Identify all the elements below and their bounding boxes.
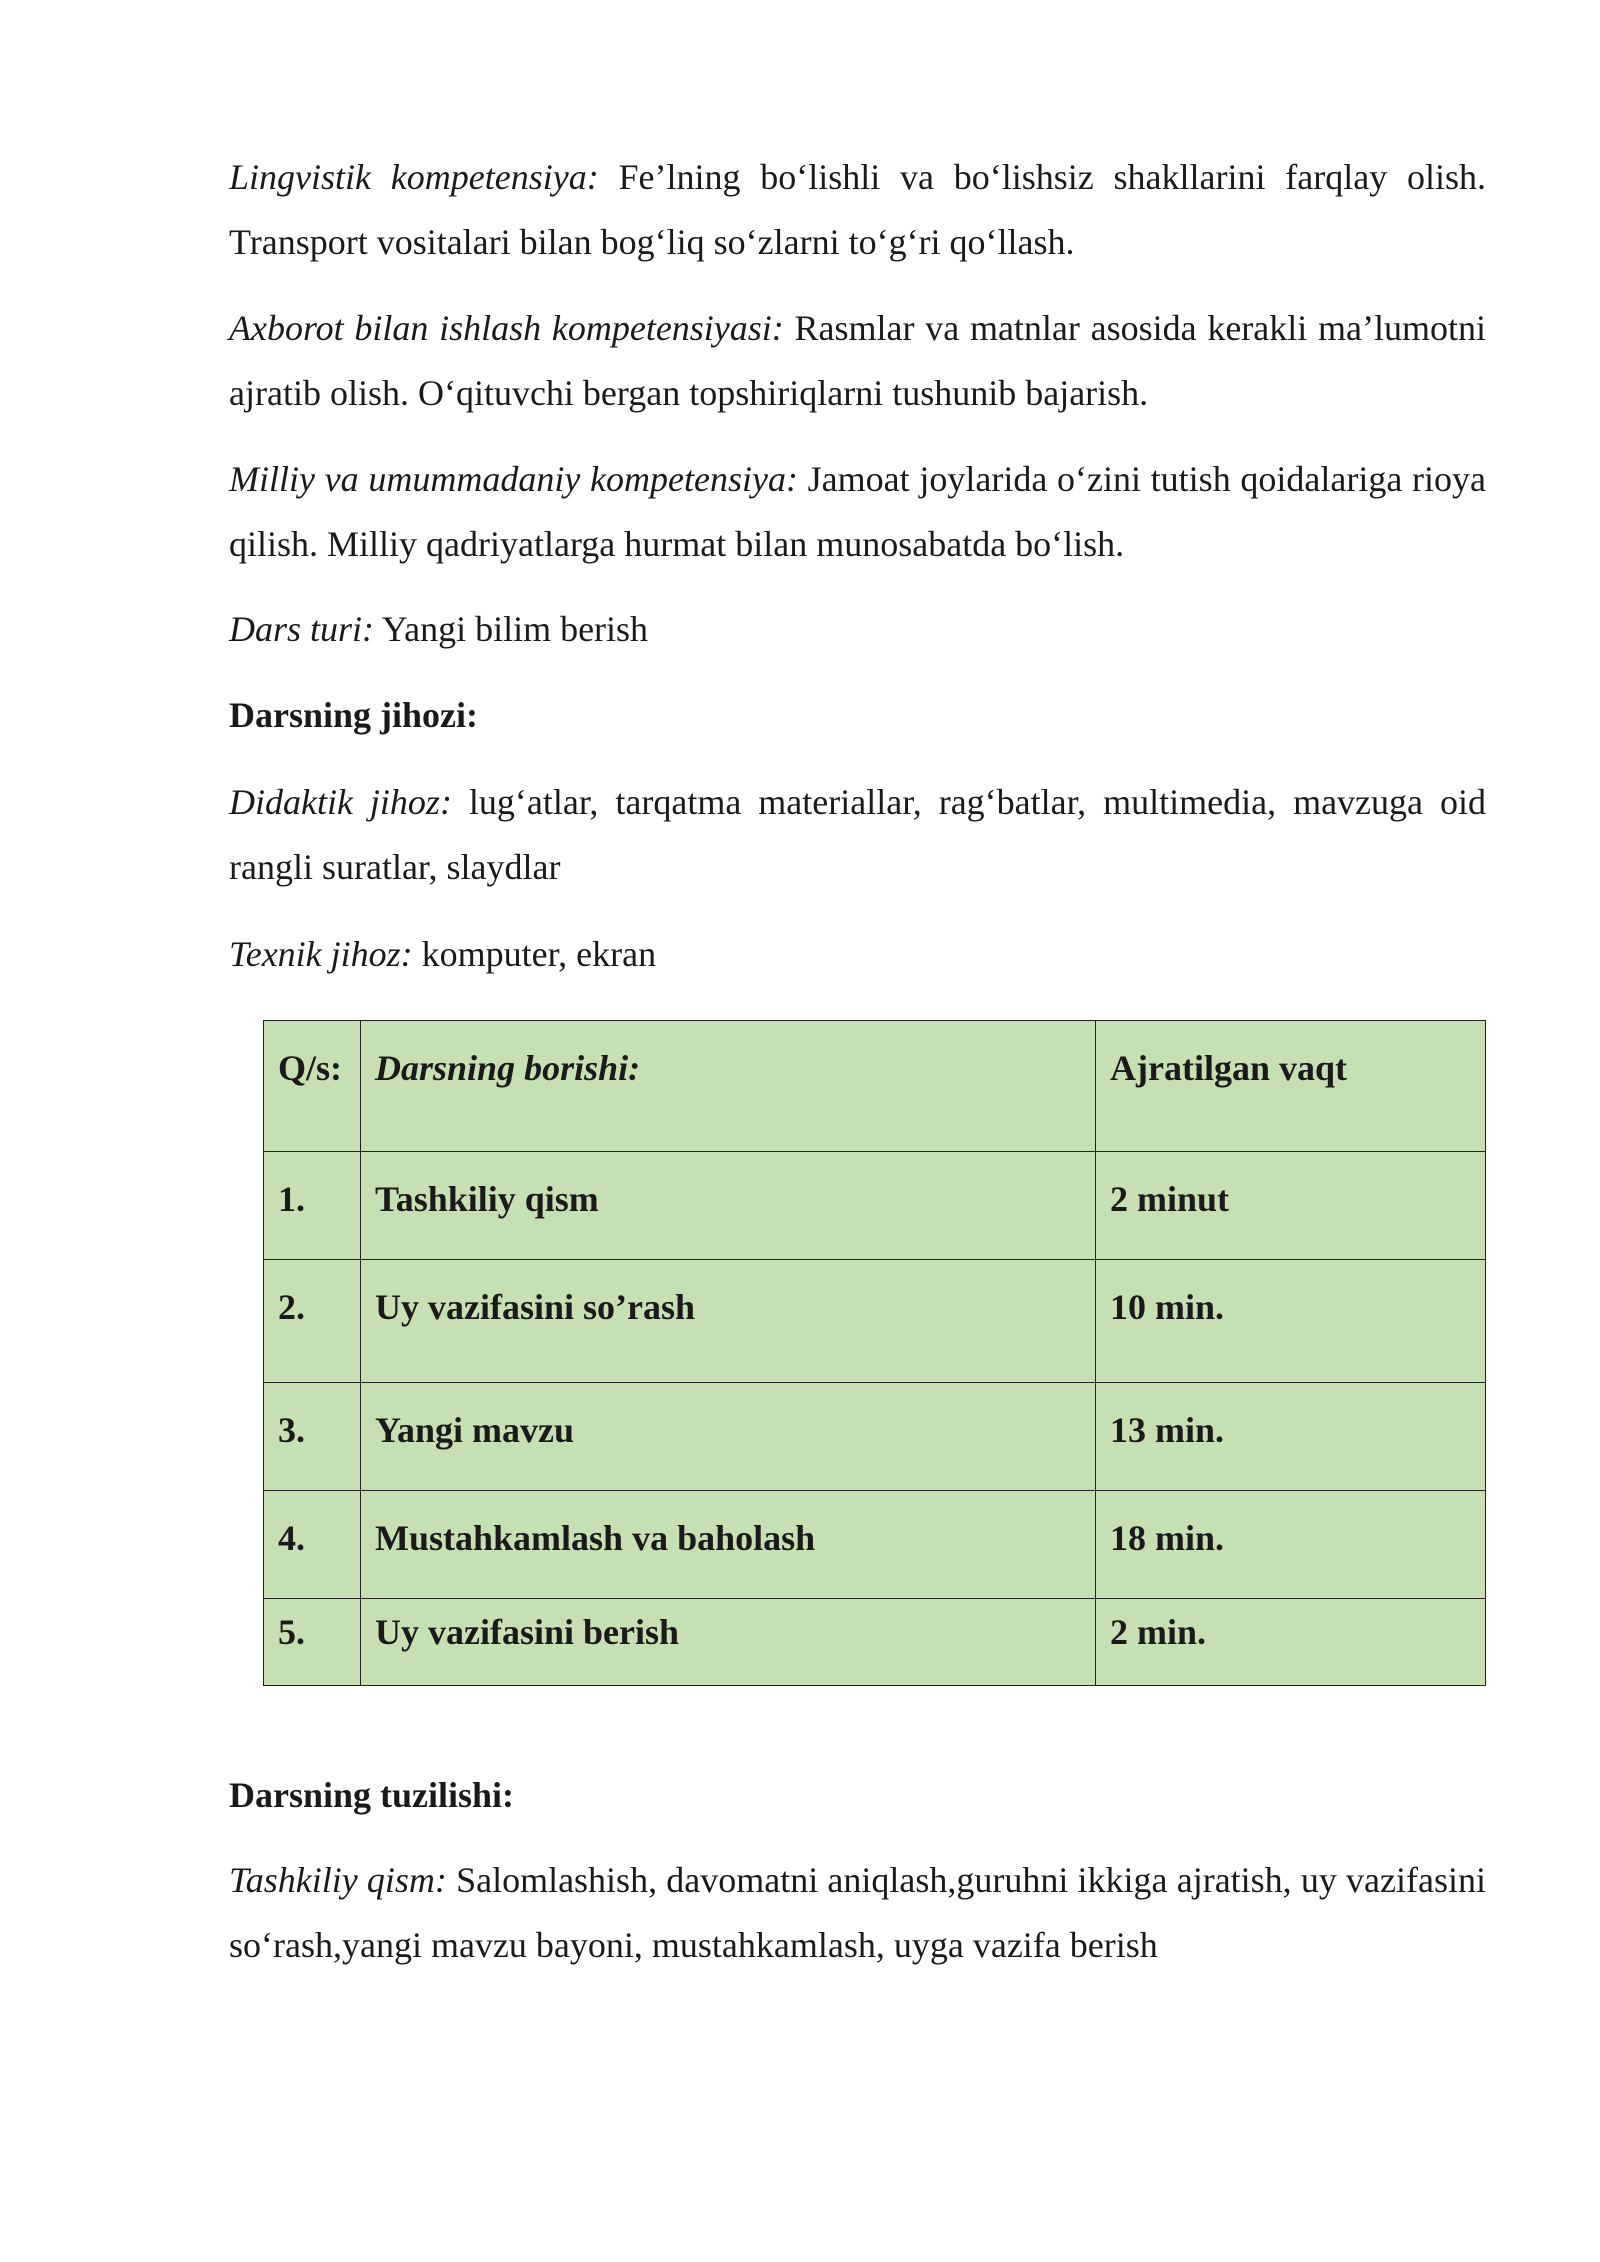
row-time: 2 minut [1096, 1152, 1486, 1260]
row-number: 5. [264, 1599, 361, 1686]
lesson-plan-table [263, 1020, 1486, 1686]
table-row [264, 1383, 1486, 1491]
milliy-paragraph [229, 447, 1486, 577]
row-number: 1. [264, 1152, 361, 1260]
jihozi-heading: Darsning jihozi: [229, 695, 479, 735]
axborot-label: Axborot bilan ishlash kompetensiyasi: [229, 308, 784, 348]
row-activity: Uy vazifasini so’rash [361, 1260, 1096, 1383]
axborot-text: Rasmlar va matnlar asosida kerakli ma’lumotni ajratib olish. O‘qituvchi bergan topshiriqlarni tushunib bajarish. [229, 308, 1486, 413]
texnik-text: komputer, ekran [412, 934, 657, 974]
table-row [264, 1599, 1486, 1686]
texnik-label: Texnik jihoz: [229, 934, 413, 974]
table-row [264, 1491, 1486, 1599]
tashkiliy-label: Tashkiliy qism: [229, 1860, 447, 1900]
dars-turi-text: Yangi bilim berish [374, 609, 649, 649]
header-activity: Darsning borishi: [361, 1021, 1096, 1152]
row-number: 3. [264, 1383, 361, 1491]
table-header-row [264, 1021, 1486, 1152]
header-time: Ajratilgan vaqt [1096, 1021, 1486, 1152]
tashkiliy-text: Salomlashish, davomatni aniqlash,guruhni ikkiga ajratish, uy vazifasini so‘rash,yangi mavzu bayoni, mustahkamlash, uyga vazifa berish [229, 1860, 1486, 1965]
lingvistik-label: Lingvistik kompetensiya: [229, 157, 599, 197]
row-time: 13 min. [1096, 1383, 1486, 1491]
texnik-paragraph [229, 922, 1486, 987]
tuzilishi-heading: Darsning tuzilishi: [229, 1775, 515, 1815]
row-number: 4. [264, 1491, 361, 1599]
row-time: 18 min. [1096, 1491, 1486, 1599]
table-row [264, 1260, 1486, 1383]
lingvistik-text: Fe’lning bo‘lishli va bo‘lishsiz shakllarini farqlay olish. Transport vositalari bilan bog‘liq so‘zlarni to‘g‘ri qo‘llash. [229, 157, 1486, 262]
row-time: 2 min. [1096, 1599, 1486, 1686]
header-number: Q/s: [264, 1021, 361, 1152]
milliy-label: Milliy va umummadaniy kompetensiya: [229, 459, 798, 499]
milliy-text: Jamoat joylarida o‘zini tutish qoidalariga rioya qilish. Milliy qadriyatlarga hurmat bilan munosabatda bo‘lish. [229, 459, 1487, 564]
tashkiliy-paragraph [229, 1848, 1486, 1978]
row-activity: Mustahkamlash va baholash [361, 1491, 1096, 1599]
didaktik-text: lug‘atlar, tarqatma materiallar, rag‘batlar, multimedia, mavzuga oid rangli suratlar, slaydlar [229, 782, 1486, 887]
row-time: 10 min. [1096, 1260, 1486, 1383]
axborot-paragraph [229, 296, 1486, 426]
didaktik-paragraph [229, 770, 1486, 900]
dars-turi-label: Dars turi: [229, 609, 375, 649]
row-activity: Yangi mavzu [361, 1383, 1096, 1491]
table-row [264, 1152, 1486, 1260]
dars-turi-paragraph [229, 597, 1486, 662]
lingvistik-paragraph [229, 145, 1486, 275]
row-activity: Tashkiliy qism [361, 1152, 1096, 1260]
didaktik-label: Didaktik jihoz: [229, 782, 452, 822]
row-number: 2. [264, 1260, 361, 1383]
row-activity: Uy vazifasini berish [361, 1599, 1096, 1686]
